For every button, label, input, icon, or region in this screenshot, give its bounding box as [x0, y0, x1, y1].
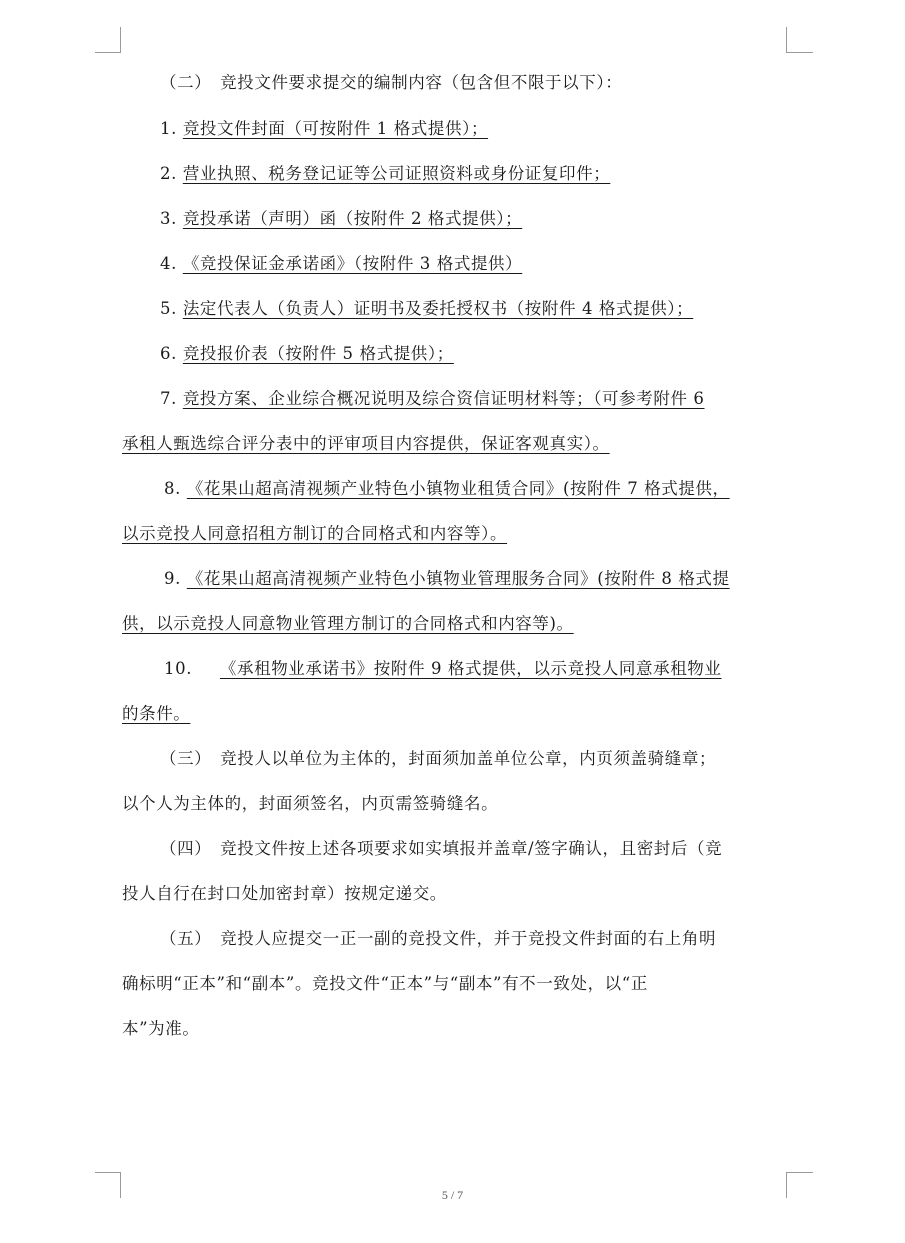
paragraph: [160, 748, 716, 770]
list-item: [160, 388, 705, 410]
list-item: [160, 208, 522, 230]
item-number: 3.: [160, 209, 177, 228]
item-text: 《承租物业承诺书》按附件 9 格式提供，以示竞投人同意承租物业: [219, 659, 722, 678]
list-item: [160, 118, 488, 140]
list-item: [164, 568, 730, 590]
crop-mark-top-left: [95, 52, 121, 53]
item-text: 竞投报价表（按附件 5 格式提供）；: [182, 344, 454, 363]
list-item: [160, 343, 454, 365]
item-number: 2.: [160, 164, 177, 183]
section-4-line-1: （四） 竞投文件按上述各项要求如实填报并盖章/签字确认，且密封后（竞: [160, 839, 723, 858]
item-text: 竞投文件封面（可按附件 1 格式提供）；: [182, 119, 489, 138]
list-item: [160, 253, 522, 275]
crop-mark-top-right: [786, 27, 787, 53]
paragraph: [122, 973, 648, 995]
page-number: 5 / 7: [441, 1188, 464, 1202]
crop-mark-bottom-right: [787, 1172, 813, 1173]
section-2-heading-text: （二） 竞投文件要求提交的编制内容（包含但不限于以下）：: [160, 73, 623, 92]
section-4-line-2: 投人自行在封口处加密封章）按规定递交。: [122, 884, 447, 903]
list-item: [160, 298, 693, 320]
list-item-continuation: [122, 613, 574, 635]
item-text: 竞投方案、企业综合概况说明及综合资信证明材料等；（可参考附件 6: [182, 389, 705, 408]
item-text: 《竞投保证金承诺函》（按附件 3 格式提供）: [182, 254, 523, 273]
item-text-continued: 承租人甄选综合评分表中的评审项目内容提供，保证客观真实）。: [122, 434, 610, 453]
item-number: 1.: [160, 119, 177, 138]
item-text: 《花果山超高清视频产业特色小镇物业租赁合同》(按附件 7 格式提供，: [186, 479, 730, 498]
paragraph: [122, 793, 498, 815]
item-number: 8.: [164, 479, 181, 498]
list-item: [164, 658, 722, 680]
paragraph: [160, 838, 722, 860]
section-5-line-2: 确标明“正本”和“副本”。竞投文件“正本”与“副本”有不一致处，以“正: [122, 974, 648, 993]
item-number: 4.: [160, 254, 177, 273]
item-number: 7.: [160, 389, 177, 408]
section-3-line-1: （三） 竞投人以单位为主体的，封面须加盖单位公章，内页须盖骑缝章；: [160, 749, 717, 768]
list-item: [164, 478, 730, 500]
item-text-continued: 的条件。: [122, 704, 191, 723]
section-heading: [160, 72, 622, 94]
item-number: 10.: [164, 659, 193, 678]
list-item-continuation: [122, 433, 610, 455]
list-item: [160, 163, 610, 185]
item-text: 竞投承诺（声明）函（按附件 2 格式提供）；: [182, 209, 523, 228]
section-5-line-3: 本”为准。: [122, 1019, 200, 1038]
crop-mark-top-left: [120, 27, 121, 53]
item-number: 9.: [164, 569, 181, 588]
item-text-continued: 以示竞投人同意招租方制订的合同格式和内容等）。: [122, 524, 508, 543]
section-3-line-2: 以个人为主体的，封面须签名，内页需签骑缝名。: [122, 794, 499, 813]
item-number: 6.: [160, 344, 177, 363]
list-item-continuation: [122, 523, 507, 545]
item-text: 《花果山超高清视频产业特色小镇物业管理服务合同》(按附件 8 格式提: [186, 569, 730, 588]
paragraph: [122, 883, 447, 905]
item-number: 5.: [160, 299, 177, 318]
section-5-line-1: （五） 竞投人应提交一正一副的竞投文件，并于竞投文件封面的右上角明: [160, 929, 717, 948]
paragraph: [122, 1018, 199, 1040]
crop-mark-bottom-left: [95, 1172, 121, 1173]
list-item-continuation: [122, 703, 190, 725]
paragraph: [160, 928, 716, 950]
item-text: 营业执照、税务登记证等公司证照资料或身份证复印件；: [182, 164, 611, 183]
item-text-continued: 供，以示竞投人同意物业管理方制订的合同格式和内容等)。: [122, 614, 574, 633]
crop-mark-top-right: [787, 52, 813, 53]
item-text: 法定代表人（负责人）证明书及委托授权书（按附件 4 格式提供）；: [182, 299, 694, 318]
